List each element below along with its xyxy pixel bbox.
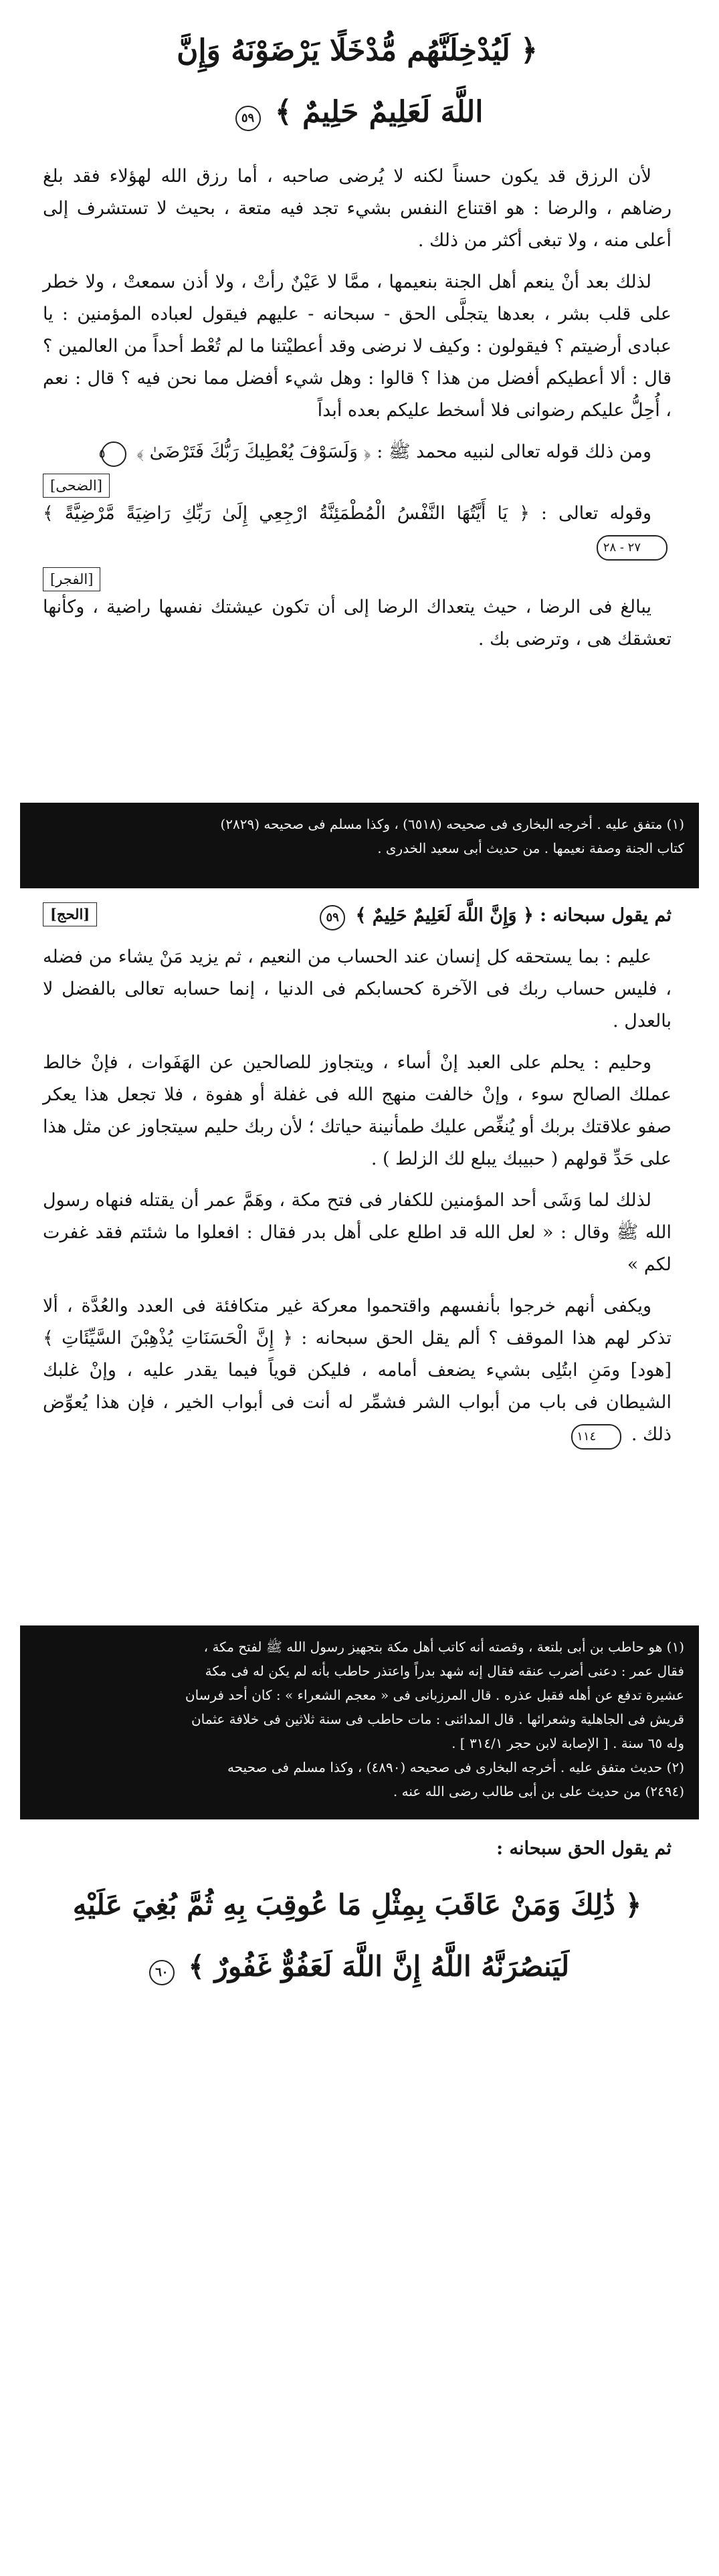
- paragraph: ويكفى أنهم خرجوا بأنفسهم واقتحموا معركة غير متكافئة فى العدد والعُدَّة ، ألا تذكر لهم هذا الموقف ؟ ألم يقل الحق سبحانه : ﴿ إِنَّ الْحَسَنَاتِ يُذْهِبْنَ السَّيِّئَاتِ ﴾ [هود] ومَنِ ابتُلِى بشيء يضعف أمامه ، فليكن قوياً فيما يقدر عليه ، وإنْ غلبك الشيطان فى باب من أبواب الشر فشمِّر له أنت فى أبواب الخير ، فإن هذا يُعوِّض ذلك . ١١٤: [43, 1290, 672, 1451]
- footnote-line: فقال عمر : دعنى أضرب عنقه فقال إنه شهد بدراً واعتذر حاطب بأنه لم يكن له فى مكة: [205, 1663, 684, 1679]
- surah-source: [الضحى]: [43, 474, 110, 498]
- verse-line-2: لَيَنصُرَنَّهُ اللَّهُ إِنَّ اللَّهَ لَعَفُوٌّ غَفُورٌ ﴾: [188, 1950, 570, 1983]
- ayah-number: ٥: [101, 441, 126, 467]
- footnote-line: (١) هو حاطب بن أبى بلتعة ، وقصته أنه كاتب أهل مكة بتجهيز رسول الله ﷺ لفتح مكة ،: [203, 1639, 684, 1655]
- section-1-body: [43, 161, 672, 665]
- ayah-number: ٦٠: [149, 1960, 175, 1985]
- paragraph: لأن الرزق قد يكون حسناً لكنه لا يُرضى صاحبه ، أما رزق الله لهؤلاء فقد بلغ رضاهم ، والرضا : هو اقتناع النفس بشيء تجد فيه متعة ، بحيث لا تستشرف إلى أعلى منه ، ولا تبغى أكثر من ذلك .: [43, 166, 672, 251]
- quote-paragraph: ومن ذلك قوله تعالى لنبيه محمد ﷺ : ﴿ وَلَسَوْفَ يُعْطِيكَ رَبُّكَ فَتَرْضَىٰ ﴾ ٥: [43, 436, 672, 468]
- footnote-line: (٢) حديث متفق عليه . أخرجه البخارى فى صحيحه (٤٨٩٠) ، وكذا مسلم فى صحيحه: [227, 1759, 684, 1775]
- verse-line-2: اللَّهَ لَعَلِيمٌ حَلِيمٌ ﴾: [274, 95, 484, 129]
- quote-paragraph: وقوله تعالى : ﴿ يَا أَيَّتُهَا النَّفْسُ الْمُطْمَئِنَّةُ ارْجِعِي إِلَىٰ رَبِّكِ رَاضِيَةً مَّرْضِيَّةً ﴾ ٢٧ - ٢٨: [43, 498, 672, 562]
- footnote-line: قريش فى الجاهلية وشعرائها . قال المدائنى : مات حاطب فى سنة ثلاثين فى خلافة عثمان: [191, 1711, 684, 1727]
- ayah-number: ٢٧ - ٢٨: [597, 535, 667, 561]
- footnote-line: (٢٤٩٤) من حديث على بن أبى طالب رضى الله عنه .: [393, 1783, 684, 1799]
- footnote-line: وله ٦٥ سنة . [ الإصابة لابن حجر ٣١٤/١ ] .: [451, 1735, 684, 1751]
- top-verse-heading: [43, 20, 672, 143]
- surah-source: [الحج]: [43, 902, 97, 926]
- footnote-line: (١) متفق عليه . أخرجه البخارى فى صحيحه (٦٥١٨) ، وكذا مسلم فى صحيحه (٢٨٢٩): [220, 816, 684, 832]
- footnote-line: كتاب الجنة وصفة نعيمها . من حديث أبى سعيد الخدرى .: [377, 840, 684, 856]
- ayah-number: ٥٩: [235, 106, 261, 131]
- ayah-number: ٥٩: [320, 905, 345, 930]
- footnote-box-2: [20, 1625, 699, 1819]
- verse-intro: ثم يقول الحق سبحانه :: [496, 1838, 672, 1859]
- verse-line-1: ﴿ ذَٰلِكَ وَمَنْ عَاقَبَ بِمِثْلِ مَا عُوقِبَ بِهِ ثُمَّ بُغِيَ عَلَيْهِ: [72, 1888, 642, 1921]
- paragraph: يبالغ فى الرضا ، حيث يتعداك الرضا إلى أن تكون عيشتك نفسها راضية ، وكأنها تعشقك هى ، وترضى بك .: [43, 597, 672, 650]
- surah-source: [الفجر]: [43, 567, 100, 591]
- paragraph: لذلك بعد أنْ ينعم أهل الجنة بنعيمها ، ممَّا لا عَيْنٌ رأتْ ، ولا أذن سمعتْ ، ولا خطر على قلب بشر ، بعدها يتجلَّى الحق - سبحانه - عليهم فيقول لعباده المؤمنين : يا عبادى أرضيتم ؟ فيقولون : وكيف لا نرضى وقد أعطيْتنا ما لم تُعْط أحداً من العالمين ؟ قال : ألا أعطيكم أفضل من هذا ؟ قالوا : وهل شيء أفضل مما نحن فيه ؟ قال : نعم ، أُحِلُّ عليكم رضوانى فلا أسخط عليكم بعده أبداً: [43, 272, 672, 421]
- footnote-box-1: [20, 803, 699, 888]
- paragraph: وحليم : يحلم على العبد إنْ أساء ، ويتجاوز للصالحين عن الهَفَوات ، فإنْ خالط عملك الصالح سوء ، وإنْ خالفت منهج الله فى غفلة أو هفوة ، فلا تجعل هذا يعكر صفو علاقتك بربك أو يُنغِّص عليك طمأنينة حياتك ؛ لأن ربك حليم سيتجاوز عن مثل هذا على حَدِّ قولهم ( حبيبك يبلع لك الزلط ) .: [43, 1052, 672, 1169]
- footnote-line: عشيرة تدفع عن أهله فقبل عذره . قال المرزبانى فى « معجم الشعراء » : كان أحد فرسان: [185, 1687, 684, 1703]
- verse-line-1: ﴿ لَيُدْخِلَنَّهُم مُّدْخَلًا يَرْضَوْنَهُ وَإِنَّ: [177, 33, 538, 68]
- verse-intro: ثم يقول سبحانه : ﴿ وَإِنَّ اللَّهَ لَعَلِيمٌ حَلِيمٌ ﴾ ٥٩ [الحج]: [43, 900, 672, 932]
- paragraph: لذلك لما وَشَى أحد المؤمنين للكفار فى فتح مكة ، وهَمَّ عمر أن يقتله فنهاه رسول الله ﷺ وقال : « لعل الله قد اطلع على أهل بدر فقال : افعلوا ما شئتم فقد غفرت لكم »: [43, 1190, 672, 1275]
- paragraph: عليم : بما يستحقه كل إنسان عند الحساب من النعيم ، ثم يزيد مَنْ يشاء من فضله ، فليس حساب ربك فى الآخرة كحسابكم فى الدنيا ، إنما حسابه تعالى بالفضل لا بالعدل .: [43, 947, 672, 1031]
- section-3: [43, 1833, 672, 1997]
- ayah-number: ١١٤: [571, 1424, 621, 1450]
- section-2-body: [43, 900, 672, 1460]
